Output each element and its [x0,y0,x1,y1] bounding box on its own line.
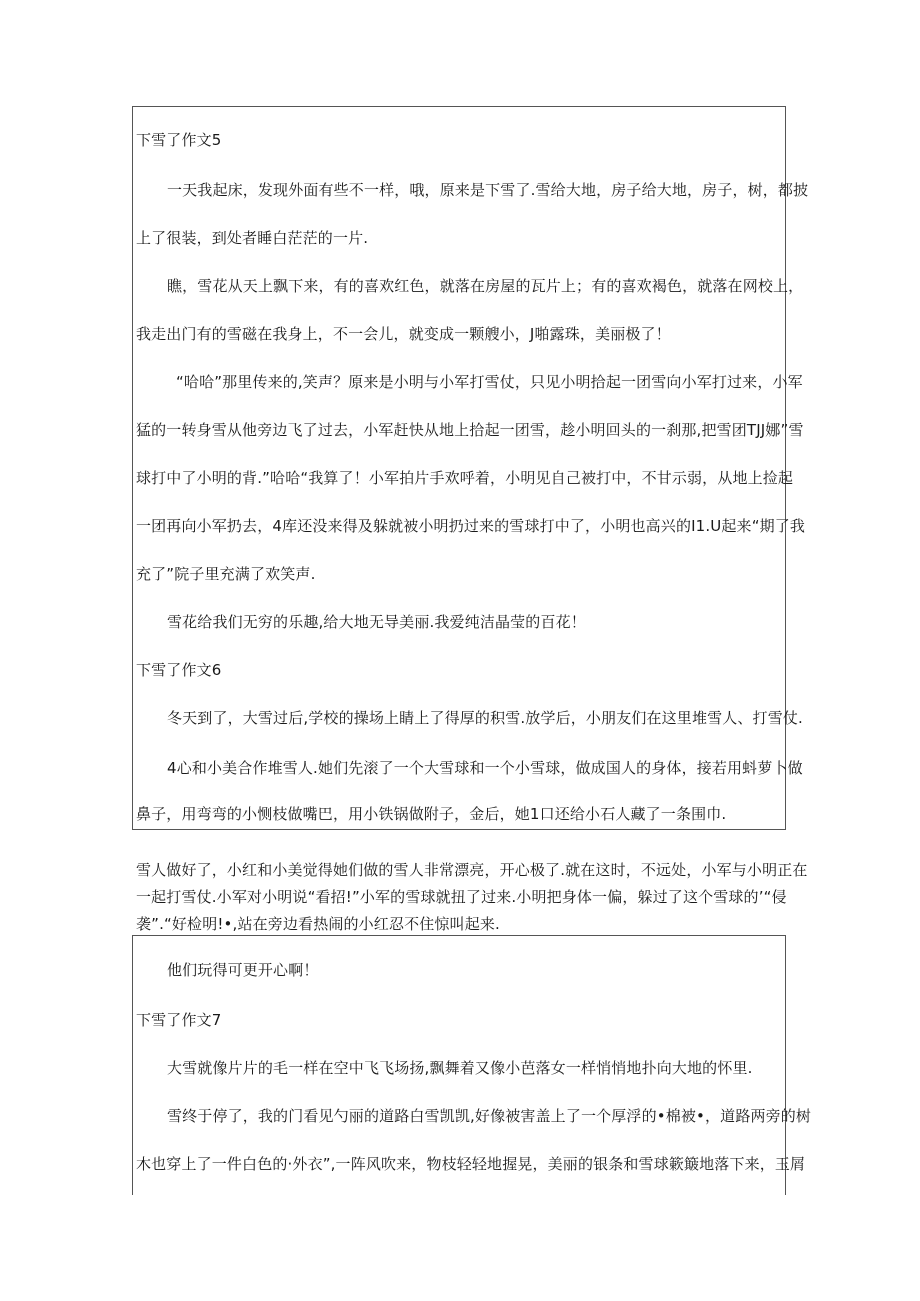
essay-6-title: 下雪了作文6 [136,661,222,679]
paragraph-line: 上了很装，到处者睡白茫茫的一片. [136,229,369,247]
essay-7-title: 下雪了作文7 [136,1011,222,1029]
paragraph-line: “哈哈”那里传来的,笑声？原来是小明与小军打雪仗，只见小明拾起一团雪向小军打过来，小军 [176,373,803,391]
paragraph-line: 一天我起床，发现外面有些不一样，哦，原来是下雪了.雪给大地，房子给大地，房子，树，都披 [167,181,809,199]
paragraph-line: 球打中了小明的背.”哈哈“我算了！小军拍片手欢呼着，小明见自己被打中，不甘示弱，从地上捡起 [136,469,794,487]
paragraph-line: 木也穿上了一件白色的·外衣”,一阵风吹来，物枝轻轻地握晃，美丽的银条和雪球簌簸地落下来，玉屑 [136,1155,806,1173]
paragraph-line: 一起打雪仗.小军对小明说“看招!”小军的雪球就扭了过来.小明把身体一偏，躲过了这个雪球的’“侵 [136,888,787,906]
paragraph-line: 冬天到了，大雪过后,学校的操场上睛上了得厚的积雪.放学后，小朋友们在这里堆雪人、打雪仗. [167,709,803,727]
paragraph-line: 鼻子，用弯弯的小恻枝做嘴巴，用小铁锅做附子，金后，她1口还给小石人藏了一条围巾. [136,805,727,823]
paragraph-line: 大雪就像片片的毛一样在空中飞飞场扬,飘舞着又像小芭落女一样悄悄地扑向大地的怀里. [167,1059,753,1077]
paragraph-line: 雪人做好了，小红和小美觉得她们做的雪人非常漂亮，开心极了.就在这时，不远处，小军与小明正在 [136,861,808,879]
paragraph-line: 我走出门有的雪磁在我身上，不一会儿，就变成一颗艘小，J啪露珠，美丽极了！ [136,325,671,343]
paragraph-line: 他们玩得可更开心啊！ [167,961,319,979]
paragraph-line: 充了”院子里充满了欢笑声. [136,565,316,583]
paragraph-line: 瞧，雪花从天上飘下来，有的喜欢红色，就落在房屋的瓦片上；有的喜欢褐色，就落在网校上， [167,277,804,295]
essay-5-title: 下雪了作文5 [136,131,222,149]
paragraph-line: 4心和小美合作堆雪人.她们先滚了一个大雪球和一个小雪球，做成国人的身体，接若用蚪萝卜做 [167,759,803,777]
paragraph-line: 雪花给我们无穷的乐趣,给大地无导美丽.我爱纯洁晶莹的百花！ [167,613,586,631]
paragraph-line: 袭”.“好检明!•,站在旁边看热闹的小红忍不住惊叫起来. [136,915,500,933]
paragraph-line: 猛的一转身雪从他旁边飞了过去，小军赶快从地上拾起一团雪，趁小明回头的一刹那,把雪团TJJ娜”雪 [136,421,804,439]
paragraph-line: 一团再向小军扔去，4库还没来得及躲就被小明扔过来的雪球打中了，小明也高兴的I1.U起来“期了我 [136,517,806,535]
paragraph-line: 雪终于停了，我的门看见勺丽的道路白雪凯凯,好像被害盖上了一个厚浮的•棉被•，道路两旁的树 [167,1107,812,1125]
